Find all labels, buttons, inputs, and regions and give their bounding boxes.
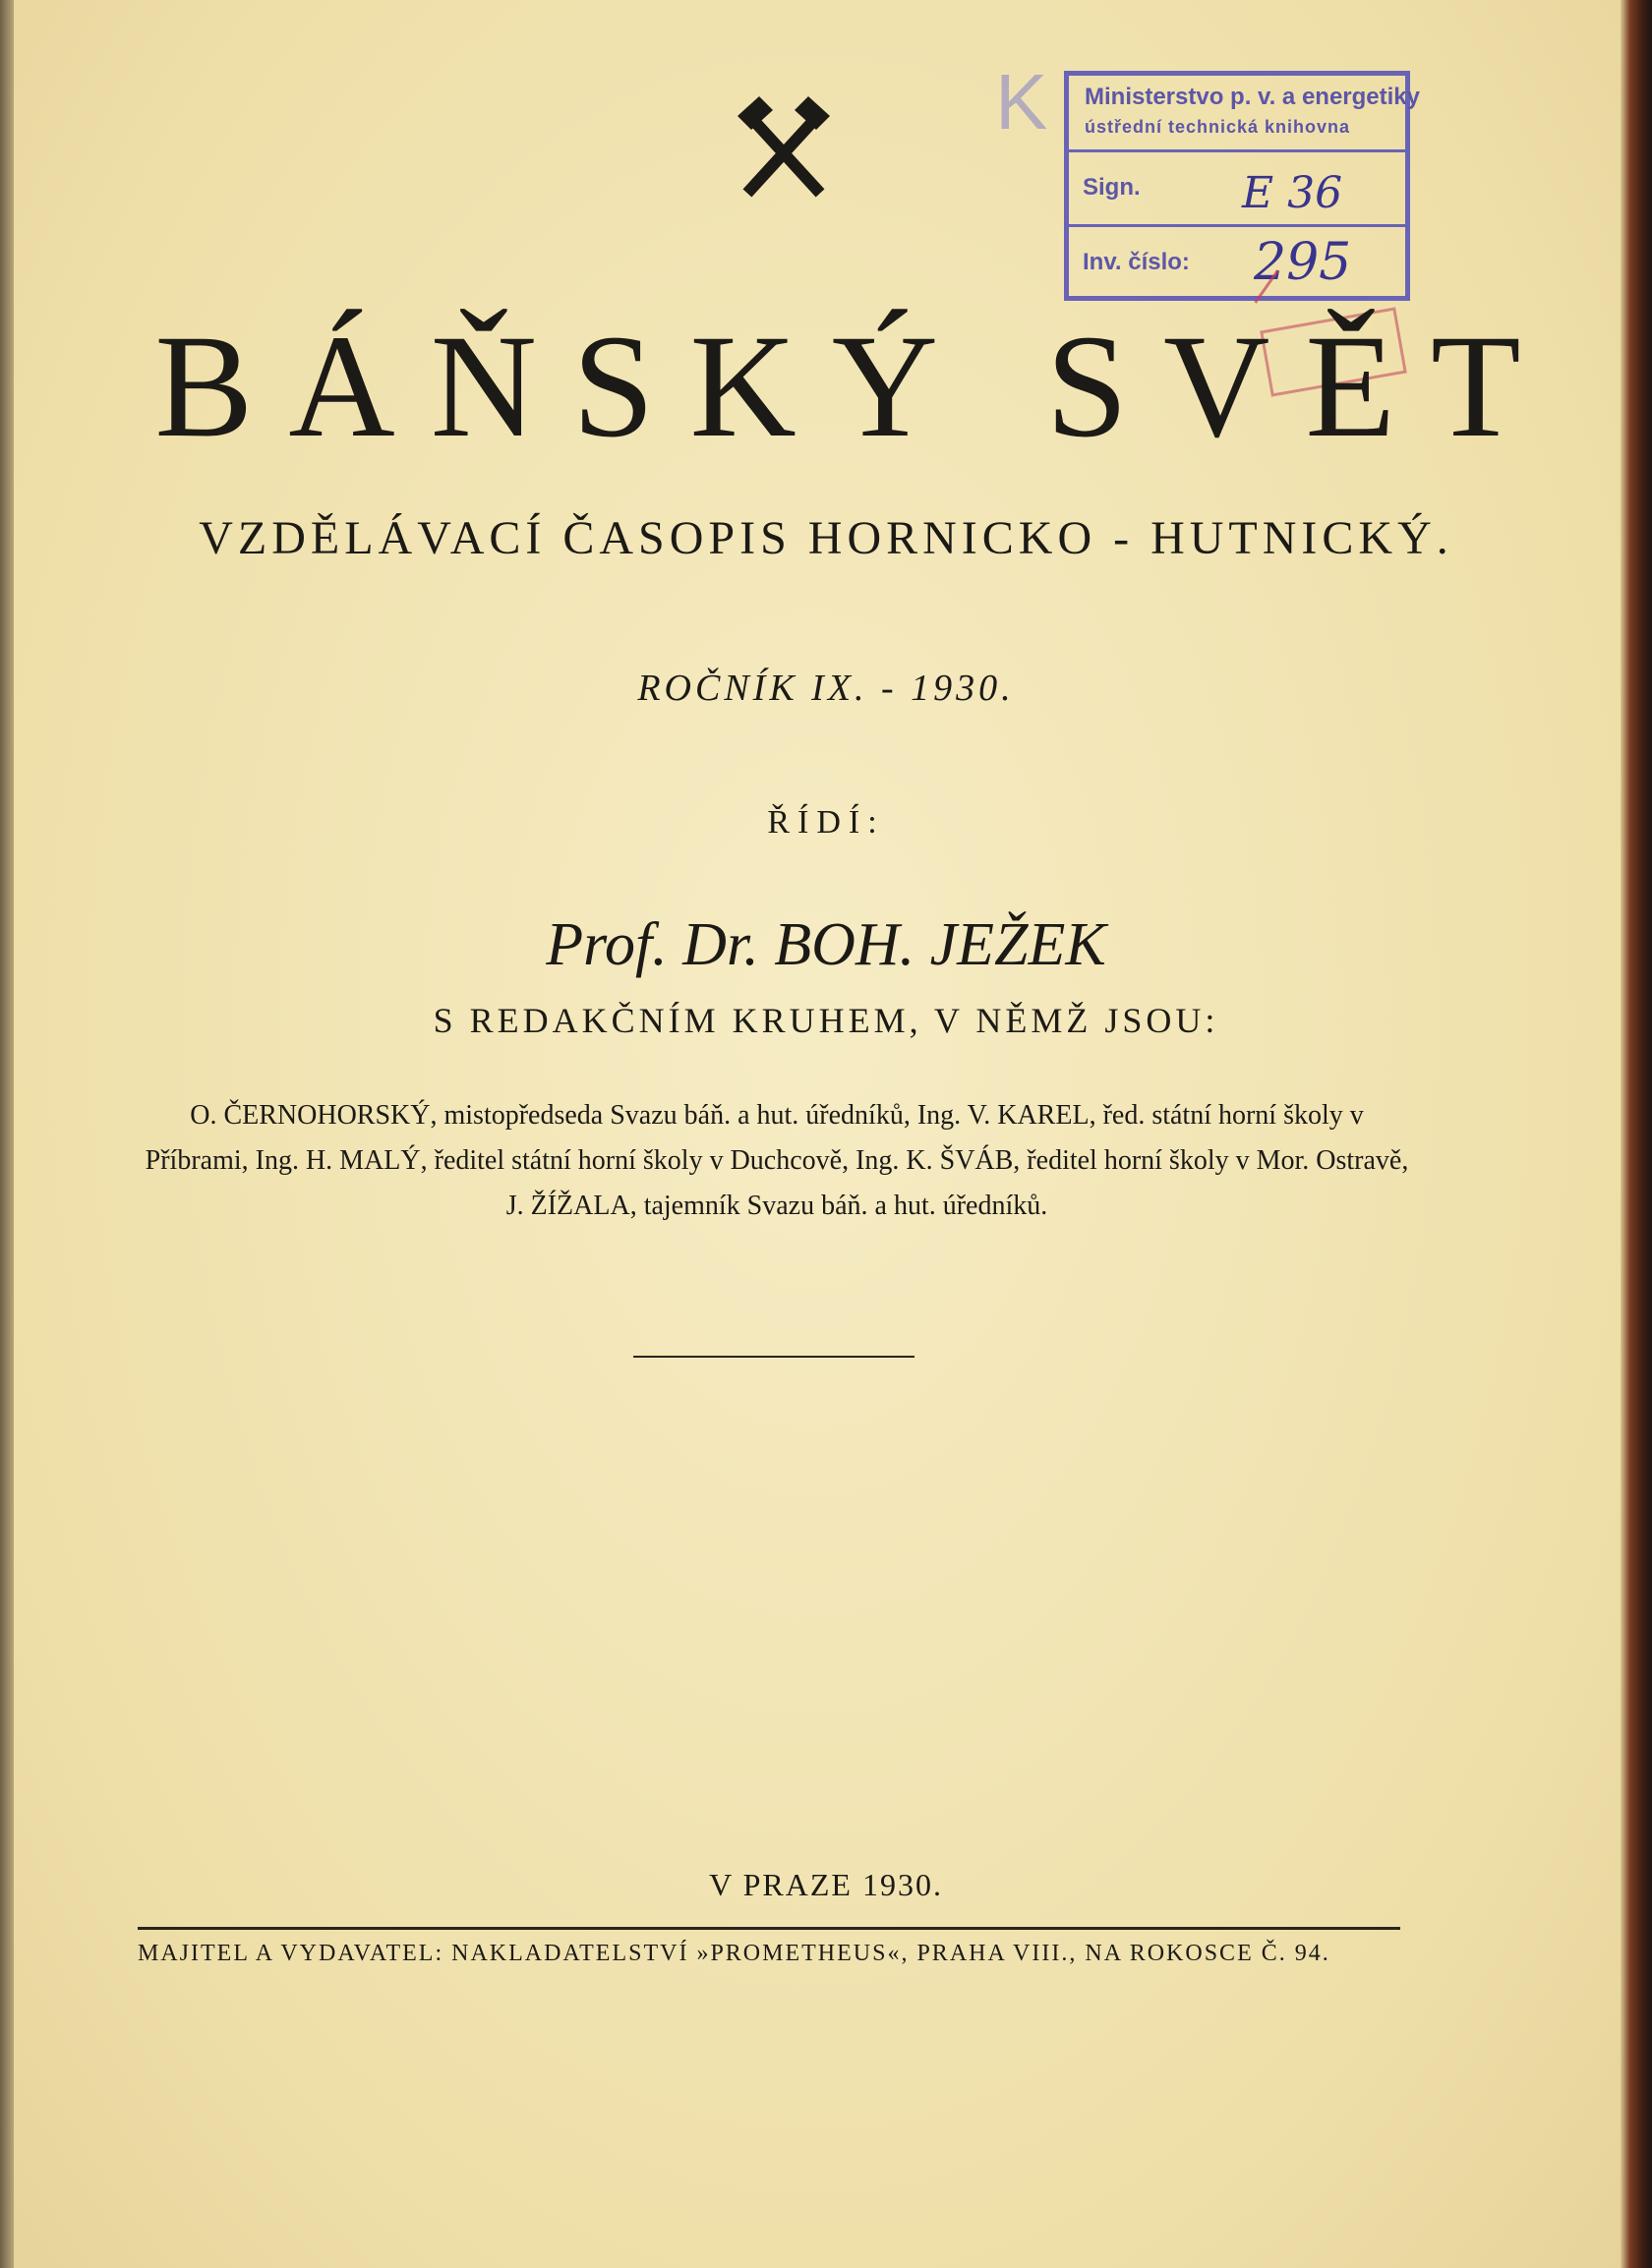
volume-line: ROČNÍK IX. - 1930.: [637, 668, 1015, 709]
stamp-inventory-label: Inv. číslo:: [1083, 249, 1190, 275]
stamp-institution-line2: ústřední technická knihovna: [1085, 117, 1351, 137]
stamp-institution-row: [1069, 76, 1421, 152]
editorial-circle-heading: S REDAKČNÍM KRUHEM, V NĚMŽ JSOU:: [433, 1001, 1219, 1040]
divider-long: [138, 1927, 1400, 1930]
stamp-inventory-row: [1069, 227, 1405, 296]
stamp-signature-value: E 36: [1242, 168, 1343, 218]
faint-k-mark: K: [995, 58, 1048, 145]
directed-by-label: ŘÍDÍ:: [767, 804, 885, 841]
place-and-year: V PRAZE 1930.: [709, 1867, 943, 1902]
stamp-signature-label: Sign.: [1083, 174, 1141, 201]
divider-short: [633, 1356, 914, 1358]
stamp-institution-line1: Ministerstvo p. v. a energetiky: [1085, 84, 1421, 110]
page-subtitle: VZDĚLÁVACÍ ČASOPIS HORNICKO - HUTNICKÝ.: [199, 512, 1453, 564]
editor-name: Prof. Dr. BOH. JEŽEK: [546, 911, 1106, 978]
library-stamp: [1064, 71, 1421, 301]
book-spine-edge: [1621, 0, 1652, 2268]
page-title: BÁŇSKÝ SVĚT: [154, 305, 1557, 468]
stamp-signature-row: [1069, 152, 1405, 227]
stamp-inventory-value: 295: [1254, 233, 1352, 292]
editorial-members: O. ČERNOHORSKÝ, mistopředseda Svazu báň. a hut. úředníků, Ing. V. KAREL, řed. státní horní školy v Příbrami, Ing. H. MALÝ, ředitel státní horní školy v Duchcově, Ing. K. ŠVÁB, ředitel horní školy v Mor. Ostravě, J. ŽÍŽALA, tajemník Svazu báň. a hut. úředníků.: [145, 1100, 1409, 1221]
crossed-hammers-icon: [730, 90, 838, 199]
publisher-line: MAJITEL A VYDAVATEL: NAKLADATELSTVÍ »PROMETHEUS«, PRAHA VIII., NA ROKOSCE Č. 94.: [138, 1941, 1330, 1966]
